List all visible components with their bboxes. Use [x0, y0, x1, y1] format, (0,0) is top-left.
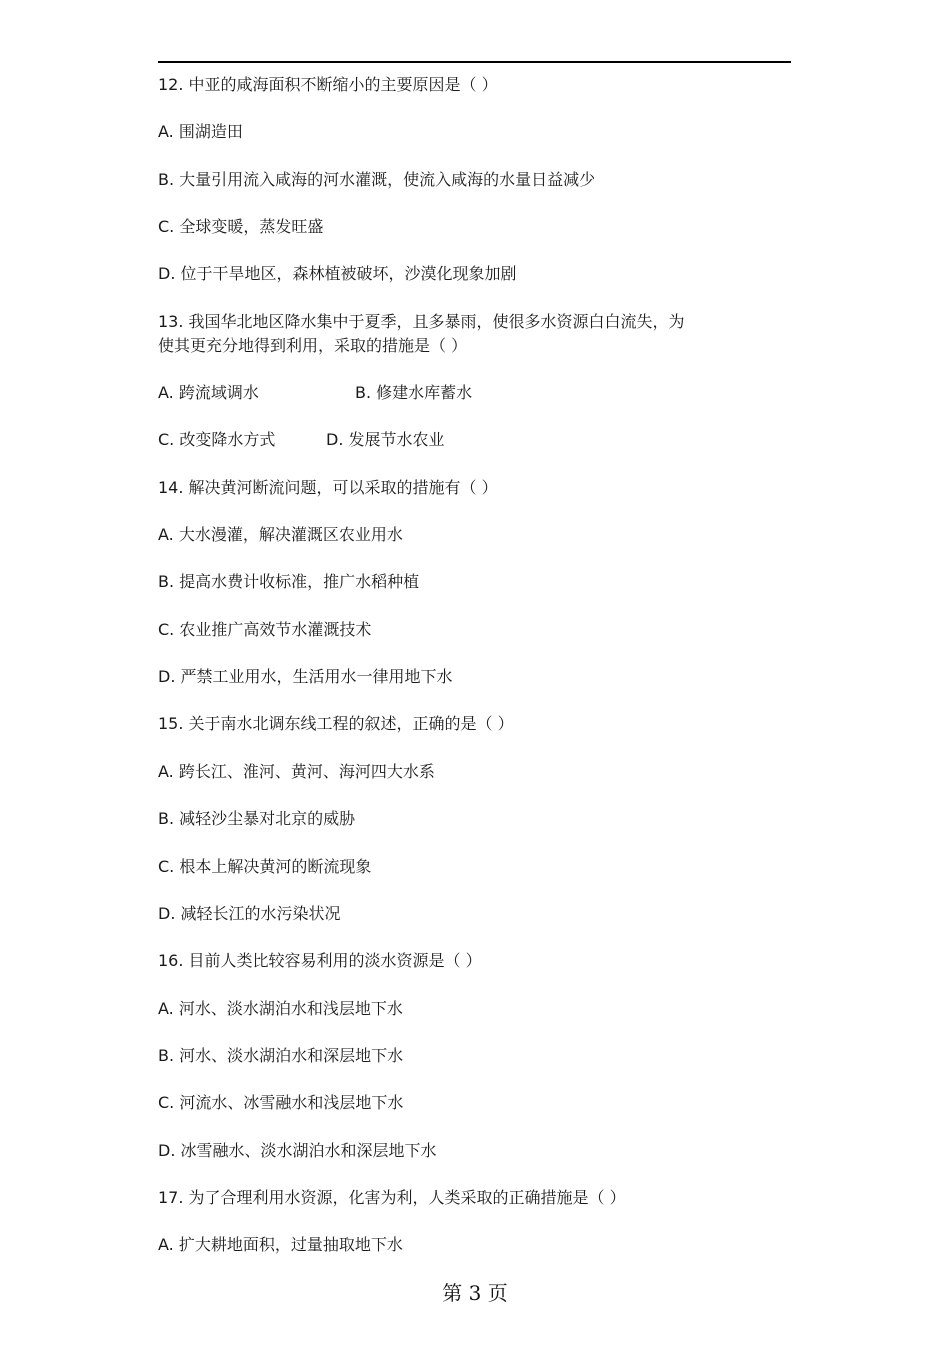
answer-option: C. 改变降水方式: [158, 430, 276, 450]
answer-option: D. 冰雪融水、淡水湖泊水和深层地下水: [158, 1140, 437, 1160]
answer-option: A. 跨长江、淮河、黄河、海河四大水系: [158, 761, 435, 781]
answer-option: A. 跨流域调水: [158, 383, 259, 403]
question-list: [158, 73, 798, 1281]
answer-option: A. 河水、淡水湖泊水和浅层地下水: [158, 998, 403, 1018]
answer-option: A. 大水漫灌，解决灌溉区农业用水: [158, 525, 403, 545]
answer-option: C. 根本上解决黄河的断流现象: [158, 856, 372, 876]
answer-option: D. 严禁工业用水，生活用水一律用地下水: [158, 667, 453, 687]
answer-option: A. 围湖造田: [158, 122, 243, 142]
question-stem: 13. 我国华北地区降水集中于夏季，且多暴雨，使很多水资源白白流失，为: [158, 311, 685, 331]
answer-option: D. 减轻长江的水污染状况: [158, 903, 341, 923]
question-stem: 16. 目前人类比较容易利用的淡水资源是（ ）: [158, 951, 482, 971]
answer-option: D. 位于干旱地区，森林植被破坏，沙漠化现象加剧: [158, 264, 517, 284]
answer-option-row: [158, 381, 798, 405]
answer-option: C. 农业推广高效节水灌溉技术: [158, 619, 372, 639]
answer-option-row: [158, 428, 798, 452]
answer-option: C. 全球变暖，蒸发旺盛: [158, 217, 324, 237]
question-stem: 15. 关于南水北调东线工程的叙述，正确的是（ ）: [158, 714, 514, 734]
answer-option: B. 修建水库蓄水: [355, 383, 473, 403]
header-rule: [158, 61, 791, 63]
question-stem: 14. 解决黄河断流问题，可以采取的措施有（ ）: [158, 477, 498, 497]
answer-option: C. 河流水、冰雪融水和浅层地下水: [158, 1093, 404, 1113]
answer-option: D. 发展节水农业: [326, 430, 445, 450]
answer-option: B. 提高水费计收标准，推广水稻种植: [158, 572, 420, 592]
answer-option: B. 大量引用流入咸海的河水灌溉，使流入咸海的水量日益减少: [158, 169, 596, 189]
answer-option: B. 河水、淡水湖泊水和深层地下水: [158, 1045, 404, 1065]
answer-option: B. 减轻沙尘暴对北京的威胁: [158, 809, 356, 829]
page-number: 第 3 页: [442, 1281, 508, 1305]
question-stem-continued: 使其更充分地得到利用，采取的措施是（ ）: [158, 335, 468, 355]
question-stem: 17. 为了合理利用水资源，化害为利，人类采取的正确措施是（ ）: [158, 1187, 626, 1207]
question-stem: 12. 中亚的咸海面积不断缩小的主要原因是（ ）: [158, 75, 498, 94]
answer-option: A. 扩大耕地面积，过量抽取地下水: [158, 1235, 403, 1255]
